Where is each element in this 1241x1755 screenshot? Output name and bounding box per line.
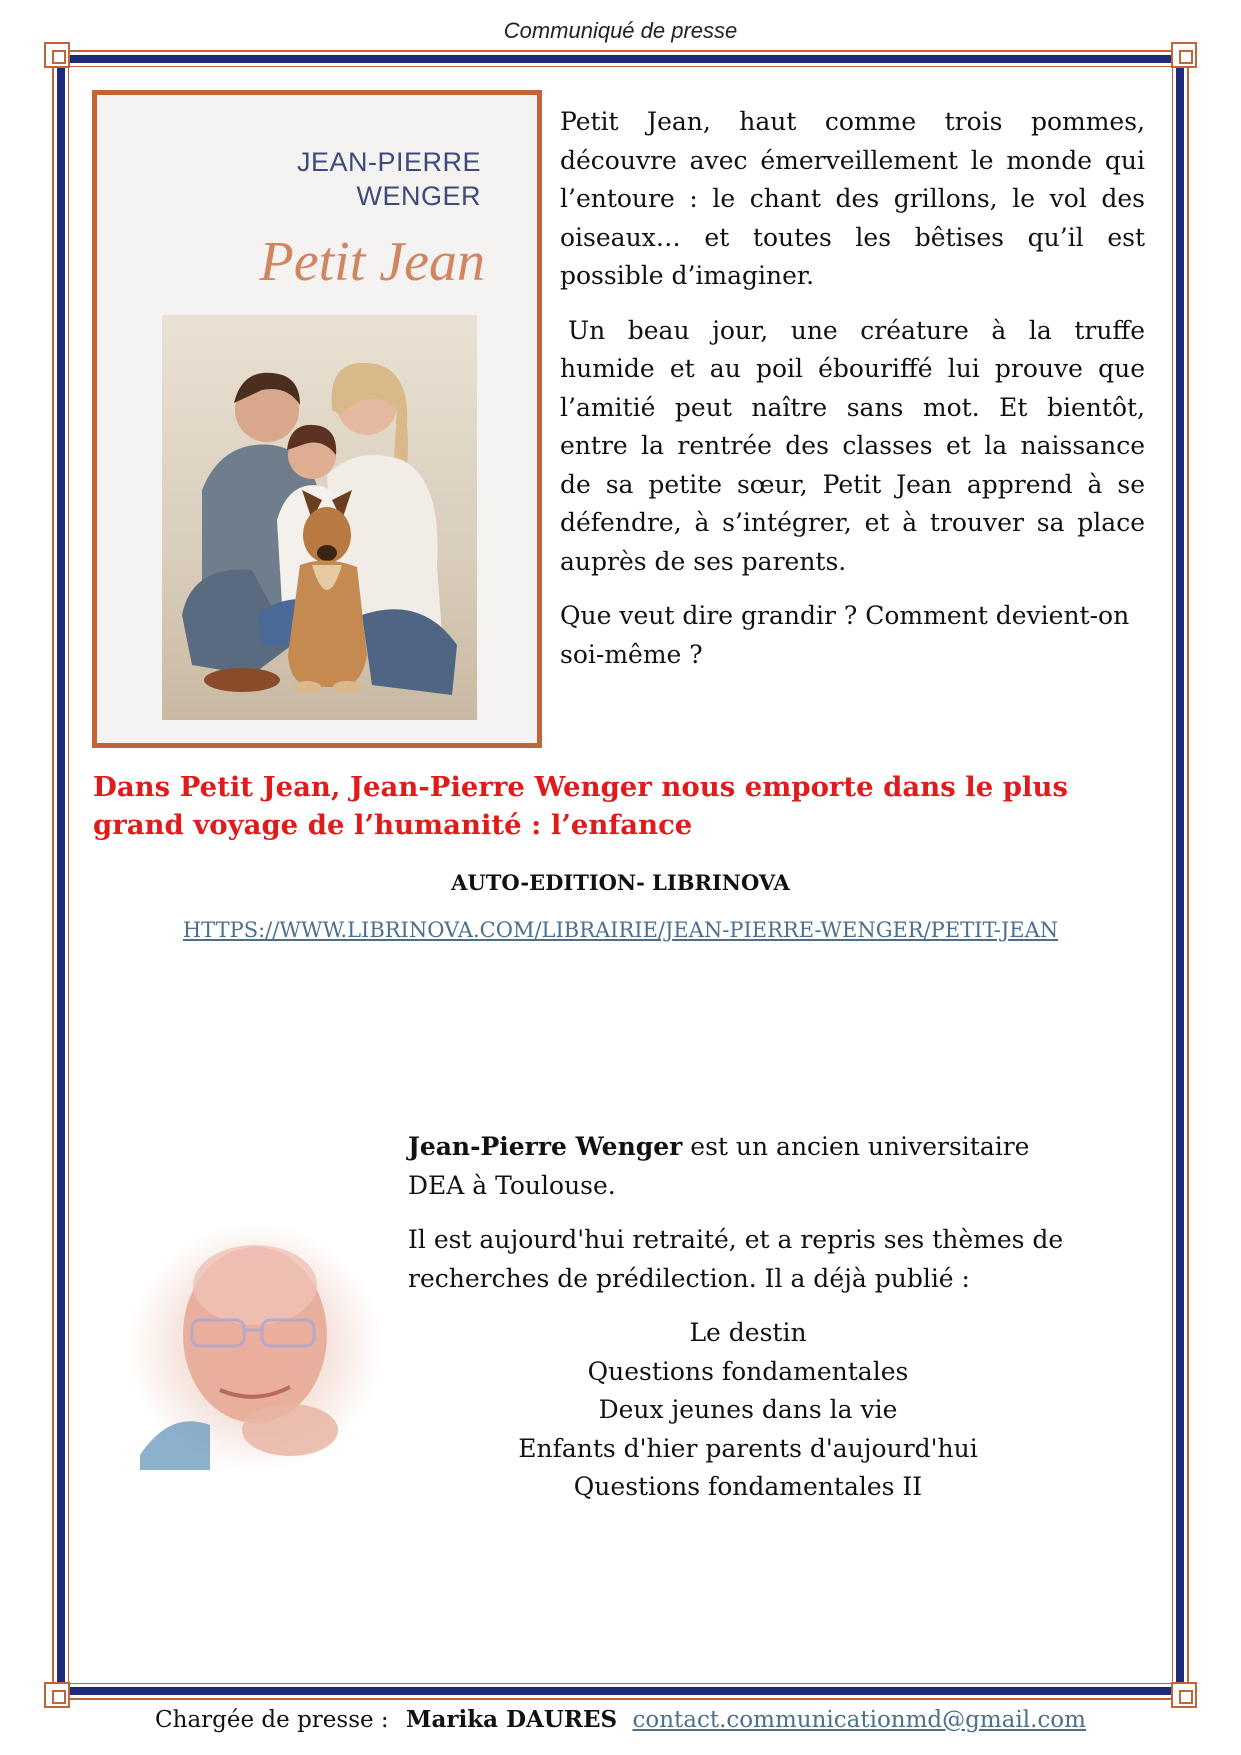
headline: Dans Petit Jean, Jean-Pierre Wenger nous emporte dans le plus grand voyage de l’humanité : l’enfance [93, 771, 1068, 841]
author-bio [408, 1128, 1088, 1507]
book-synopsis [560, 103, 1145, 690]
list-item: Questions fondamentales II [573, 1472, 923, 1501]
synopsis-paragraph: Un beau jour, une créature à la truffe humide et au poil ébouriffé lui prouve que l’amitié peut naître sans mot. Et bientôt, entre la rentrée des classes et la naissance de sa petite sœur, Petit Jean apprend à se défendre, à s’intégrer, et à trouver sa place auprès de ses parents. [560, 315, 1145, 576]
author-name: Jean-Pierre Wenger [408, 1132, 683, 1161]
corner-ornament-top-left [44, 42, 70, 68]
cover-illustration [162, 315, 477, 720]
list-item: Le destin [689, 1318, 807, 1347]
footer-label: Chargée de presse : [155, 1707, 389, 1733]
list-item: Questions fondamentales [587, 1356, 909, 1386]
corner-ornament-bottom-right [1171, 1682, 1197, 1708]
document-header: Communiqué de presse [503, 18, 738, 43]
bio-paragraph: Il est aujourd'hui retraité, et a repris ses thèmes de recherches de prédilection. Il a déjà publié : [408, 1225, 1064, 1293]
book-cover [92, 90, 542, 748]
published-works-list [408, 1314, 1088, 1507]
cover-author-line1: JEAN-PIERRE [296, 147, 481, 177]
contact-email-link[interactable]: contact.communicationmd@gmail.com [632, 1707, 1086, 1733]
family-dog-illustration [162, 315, 477, 720]
synopsis-paragraph: Petit Jean, haut comme trois pommes, découvre avec émerveillement le monde qui l’entoure : le chant des grillons, le vol des oiseaux… et toutes les bêtises qu’il est possible d’imaginer. [560, 107, 1145, 290]
bio-intro-text: est un ancien universitaire DEA à Toulouse. [408, 1132, 1030, 1200]
cover-author [297, 145, 481, 213]
cover-author-line2: WENGER [356, 181, 481, 211]
press-contact-footer [0, 1706, 1241, 1733]
cover-title: Petit Jean [259, 231, 485, 293]
author-photo [130, 1225, 380, 1470]
publisher-label: AUTO-EDITION- LIBRINOVA [451, 870, 790, 895]
book-link[interactable]: HTTPS://WWW.LIBRINOVA.COM/LIBRAIRIE/JEAN-PIERRE-WENGER/PETIT-JEAN [182, 918, 1059, 942]
list-item: Enfants d'hier parents d'aujourd'hui [518, 1433, 978, 1463]
author-portrait-illustration [130, 1225, 380, 1470]
corner-ornament-bottom-left [44, 1682, 70, 1708]
list-item: Deux jeunes dans la vie [598, 1395, 898, 1424]
bio-intro [408, 1128, 1088, 1205]
corner-ornament-top-right [1171, 42, 1197, 68]
synopsis-paragraph: Que veut dire grandir ? Comment devient-on soi-même ? [560, 601, 1130, 669]
press-contact-name: Marika DAURES [406, 1706, 618, 1733]
